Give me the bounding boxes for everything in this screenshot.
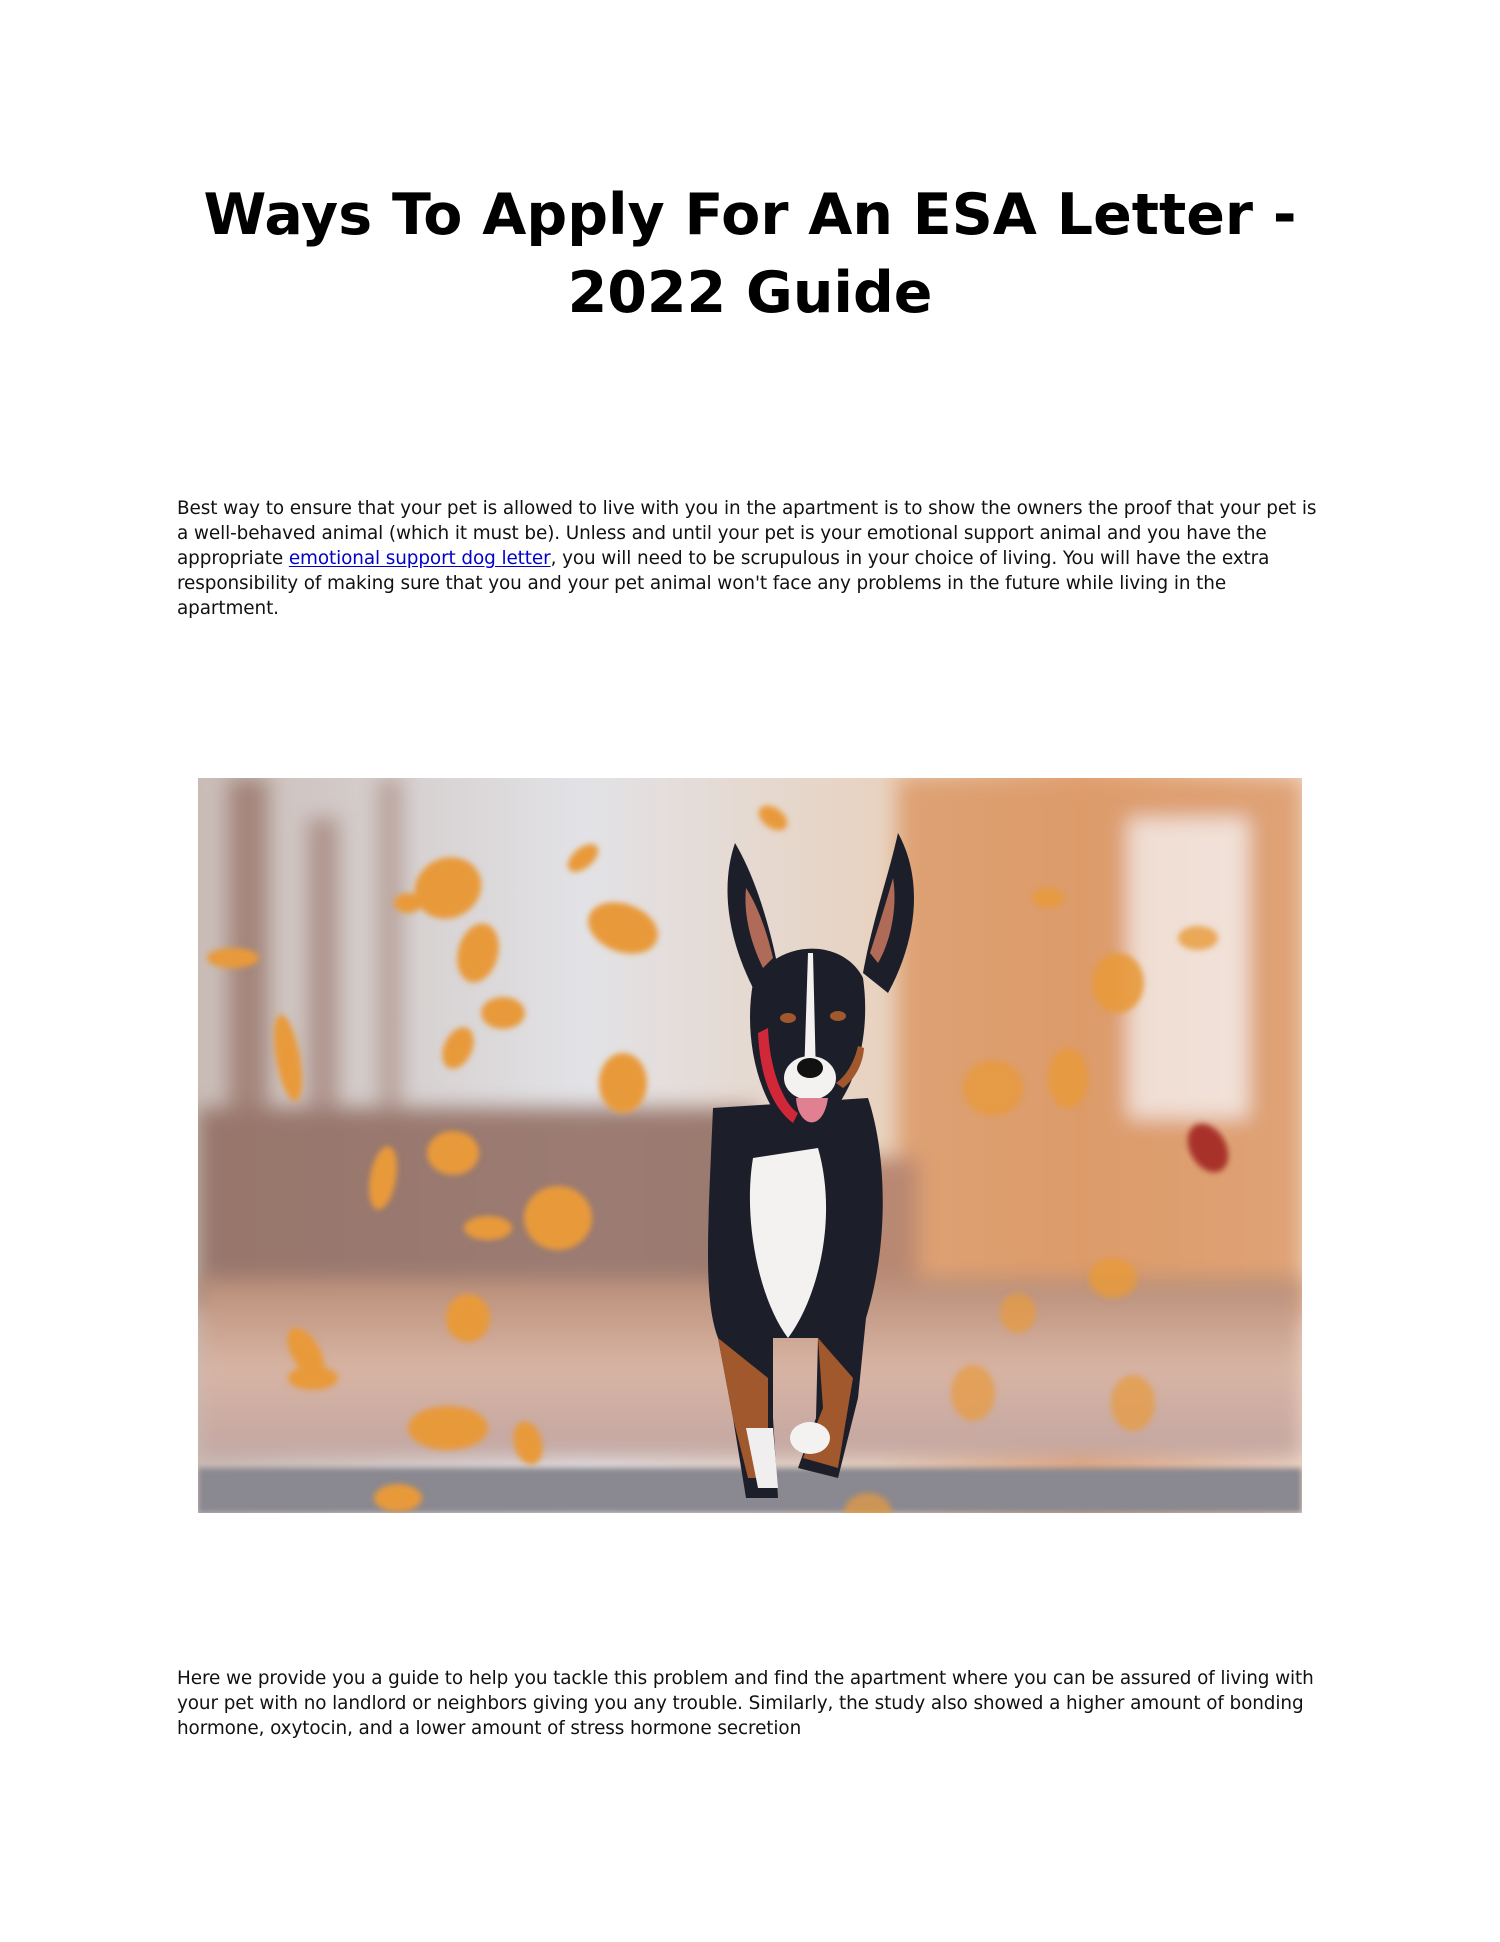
- title-line-1: Ways To Apply For An ESA Letter -: [203, 182, 1297, 248]
- dog-photo-illustration: [198, 778, 1302, 1513]
- dog-autumn-photo: [198, 778, 1302, 1513]
- emotional-support-dog-letter-link[interactable]: emotional support dog letter: [288, 548, 551, 569]
- intro-text-before-link: Best way to ensure that your pet is allowed to live with you in the apartment is to show the owners the proof that your pet is a well-behaved animal (which it must be). Unless and until your pet is your emotional support animal and you have the appropriate: [177, 498, 1317, 569]
- title-line-2: 2022 Guide: [567, 260, 933, 326]
- guide-paragraph: Here we provide you a guide to help you tackle this problem and find the apartment where you can be assured of living with your pet with no landlord or neighbors giving you any trouble. Similarly, the study also showed a higher amount of bonding hormone, oxytocin, and a lower amount of stress hormone secretion: [177, 1668, 1314, 1739]
- intro-paragraph: [177, 496, 1327, 621]
- intro-text-after-link: , you will need to be scrupulous in your choice of living. You will have the extra responsibility of making sure that you and your pet animal won't face any problems in the future while living in the apartment.: [177, 548, 1270, 619]
- page-title: [150, 176, 1350, 332]
